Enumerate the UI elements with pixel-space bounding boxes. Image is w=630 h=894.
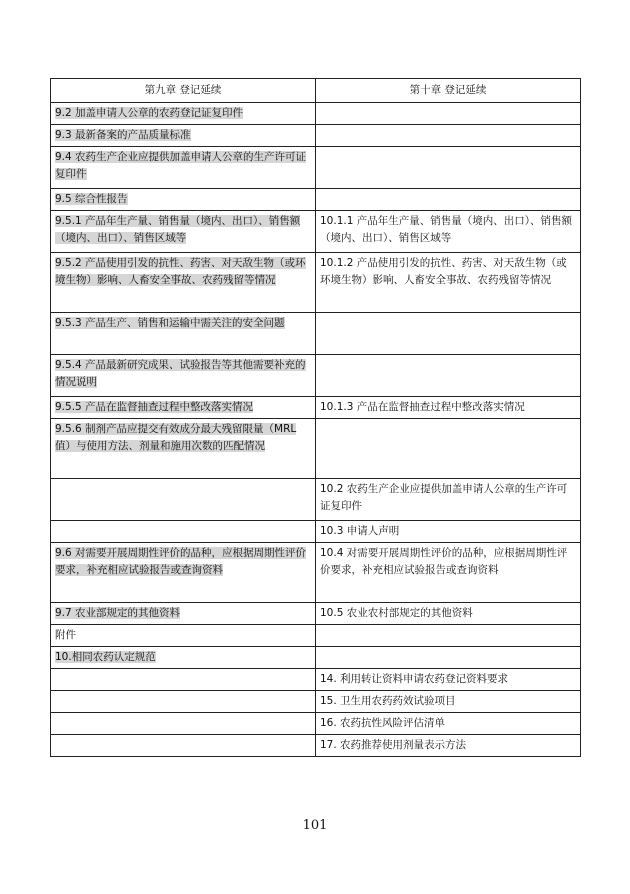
right-cell: [316, 103, 581, 125]
right-cell: [316, 313, 581, 355]
left-cell: [51, 313, 316, 355]
right-cell: 10.1.2 产品使用引发的抗性、药害、对天敌生物（或环境生物）影响、人畜安全事故、农药残留等情况: [316, 253, 581, 313]
left-cell-text: 9.5.5 产品在监督抽查过程中整改落实情况: [55, 401, 254, 413]
left-cell-text: 9.4 农药生产企业应提供加盖申请人公章的生产许可证复印件: [55, 151, 307, 180]
left-cell: [51, 125, 316, 147]
right-cell: [316, 355, 581, 397]
left-cell: [51, 419, 316, 479]
left-cell: [51, 669, 316, 691]
table-row: [51, 125, 581, 147]
table-row: [51, 419, 581, 479]
header-chapter-9: 第九章 登记延续: [51, 79, 316, 103]
table-row: [51, 479, 581, 521]
left-cell: [51, 211, 316, 253]
table-row: [51, 735, 581, 757]
right-cell: 14. 利用转让资料申请农药登记资料要求: [316, 669, 581, 691]
left-cell: [51, 355, 316, 397]
right-cell: 10.3 申请人声明: [316, 521, 581, 543]
table-row: [51, 313, 581, 355]
table-row: [51, 603, 581, 625]
table-row: [51, 691, 581, 713]
table-row: [51, 103, 581, 125]
left-cell: [51, 521, 316, 543]
right-cell: 10.4 对需要开展周期性评价的品种，应根据周期性评价要求，补充相应试验报告或查询资料: [316, 543, 581, 603]
right-cell: 10.2 农药生产企业应提供加盖申请人公章的生产许可证复印件: [316, 479, 581, 521]
left-cell: [51, 543, 316, 603]
right-cell: [316, 189, 581, 211]
table-row: [51, 669, 581, 691]
left-cell-text: 9.5.3 产品生产、销售和运输中需关注的安全问题: [55, 317, 285, 329]
left-cell: [51, 103, 316, 125]
right-cell: [316, 419, 581, 479]
left-cell-text: 9.5.2 产品使用引发的抗性、药害、对天敌生物（或环境生物）影响、人畜安全事故、农药残留等情况: [55, 257, 306, 286]
table-row: [51, 625, 581, 647]
comparison-table: [50, 78, 581, 757]
left-cell-text: 10.相同农药认定规范: [55, 651, 156, 663]
table-row: [51, 189, 581, 211]
left-cell: [51, 691, 316, 713]
table-row: [51, 713, 581, 735]
right-cell: 15. 卫生用农药药效试验项目: [316, 691, 581, 713]
right-cell: [316, 647, 581, 669]
left-cell: [51, 479, 316, 521]
table-row: [51, 647, 581, 669]
right-cell: 10.5 农业农村部规定的其他资料: [316, 603, 581, 625]
left-cell: [51, 713, 316, 735]
right-cell: 10.1.3 产品在监督抽查过程中整改落实情况: [316, 397, 581, 419]
right-cell: 16. 农药抗性风险评估清单: [316, 713, 581, 735]
left-cell-text: 9.2 加盖申请人公章的农药登记证复印件: [55, 107, 244, 119]
right-cell: 10.1.1 产品年生产量、销售量（境内、出口）、销售额（境内、出口）、销售区域等: [316, 211, 581, 253]
page-number: 101: [302, 818, 328, 833]
left-cell-text: 9.3 最新备案的产品质量标准: [55, 129, 191, 141]
left-cell: [51, 253, 316, 313]
table-header-row: [51, 79, 581, 103]
left-cell-text: 9.5.1 产品年生产量、销售量（境内、出口）、销售额（境内、出口）、销售区域等: [55, 215, 301, 244]
left-cell: [51, 735, 316, 757]
header-chapter-10: 第十章 登记延续: [316, 79, 581, 103]
table-row: [51, 211, 581, 253]
left-cell-text: 9.5 综合性报告: [55, 193, 128, 205]
right-cell: [316, 625, 581, 647]
left-cell-text: 9.5.6 制剂产品应提交有效成分最大残留限量（MRL值）与使用方法、剂量和施用次数的匹配情况: [55, 423, 297, 452]
left-cell-text: 9.6 对需要开展周期性评价的品种，应根据周期性评价要求，补充相应试验报告或查询资料: [55, 547, 307, 576]
table-row: [51, 521, 581, 543]
right-cell: [316, 147, 581, 189]
left-cell: [51, 603, 316, 625]
left-cell: [51, 189, 316, 211]
left-cell: [51, 397, 316, 419]
left-cell: [51, 625, 316, 647]
table-row: [51, 253, 581, 313]
right-cell: 17. 农药推荐使用剂量表示方法: [316, 735, 581, 757]
left-cell-text: 附件: [55, 629, 76, 641]
right-cell: [316, 125, 581, 147]
table-row: [51, 147, 581, 189]
table-row: [51, 355, 581, 397]
table-body: [51, 103, 581, 757]
left-cell-text: 9.5.4 产品最新研究成果、试验报告等其他需要补充的情况说明: [55, 359, 306, 388]
left-cell: [51, 647, 316, 669]
left-cell: [51, 147, 316, 189]
left-cell-text: 9.7 农业部规定的其他资料: [55, 607, 181, 619]
table-row: [51, 543, 581, 603]
table-row: [51, 397, 581, 419]
